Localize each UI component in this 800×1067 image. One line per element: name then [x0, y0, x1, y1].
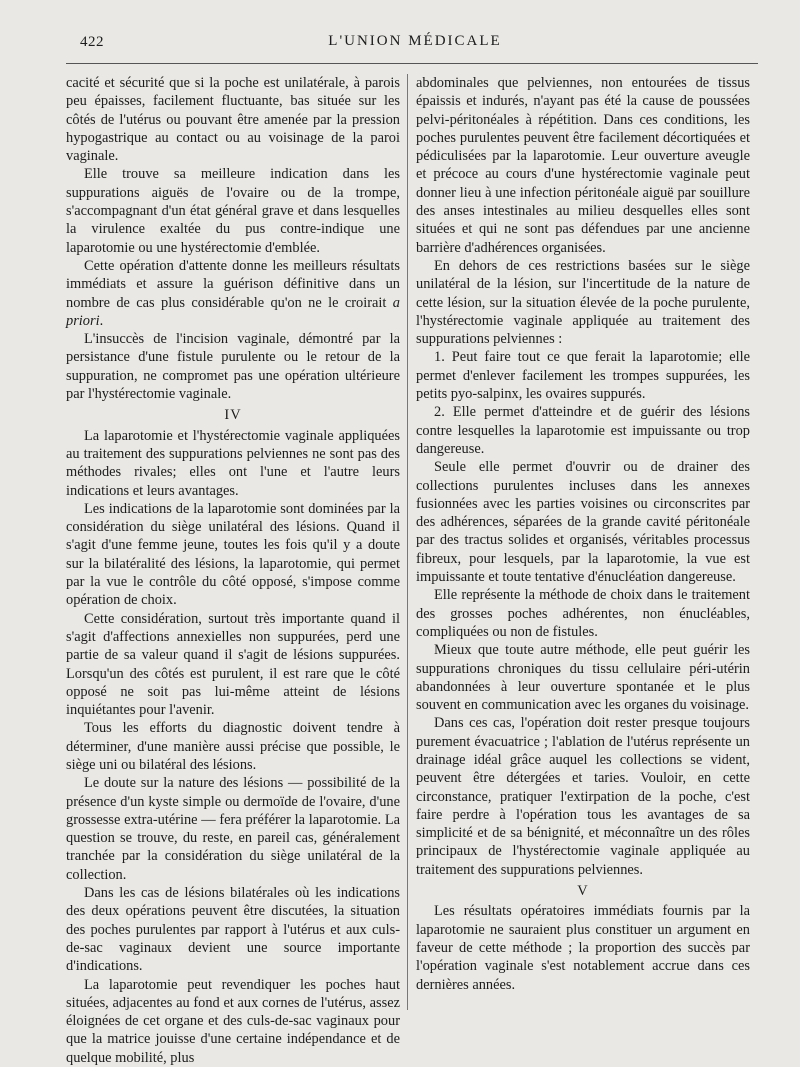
paragraph: La laparotomie peut revendiquer les poches haut situées, adjacentes au fond et aux cornes de l'utérus, assez éloignées de cet organe et des culs-de-sac vaginaux pour que la matrice jouisse d'une certaine indépendance et de quelque mobilité, plus	[66, 976, 400, 1066]
paragraph: abdominales que pelviennes, non entourées de tissus épaissis et indurés, n'ayant pas été la cause de poussées pelvi-péritonéales à répétition. Dans ces conditions, les poches purulentes peuvent être facilement décortiquées et pédiculisées par la laparotomie. Leur ouverture aveugle et précoce au cours d'une hystérectomie vaginale peut donner lieu à une infection péritonéale aiguë par souillure des anses intestinales au milieu desquelles elles sont situées et qui ne sont pas défendues par une ancienne barrière d'adhérences organisées.	[416, 75, 750, 256]
page-header	[70, 32, 760, 56]
paragraph: Dans ces cas, l'opération doit rester presque toujours purement évacuatrice ; l'ablation de l'utérus représente un drainage idéal grâce auquel les collections se vident, peuvent être détergées et taries. Vouloir, en cette circonstance, pratiquer l'extirpation de la poche, c'est faire perdre à l'opération tous les avantages de sa simplicité et de sa bénignité, et méconnaître un des rôles principaux de l'hystérectomie vaginale appliquée au traitement des suppurations pelviennes.	[416, 715, 750, 878]
right-column	[416, 74, 750, 994]
paragraph: Elle représente la méthode de choix dans le traitement des grosses poches adhérentes, non énucléables, compliquées ou non de fistules.	[416, 587, 750, 640]
emphasis-text: a priori	[66, 294, 400, 329]
journal-title: L'UNION MÉDICALE	[328, 33, 502, 49]
paragraph: L'insuccès de l'incision vaginale, démontré par la persistance d'une fistule purulente ou le retour de la suppuration, ne compromet pas une opération ultérieure par l'hystérectomie vaginale.	[66, 331, 400, 403]
paragraph-text: .	[99, 312, 104, 329]
paragraph: Seule elle permet d'ouvrir ou de drainer des collections purulentes incluses dans les annexes fusionnées avec les parties voisines ou circonscrites par des adhérences, séparées de la grande cavité péritonéale par des tractus solides et organisés, véritables processus fibreux, pour lesquels, par la laparotomie, la vue est impuissante et toute tentative d'énucléation dangereuse.	[416, 459, 750, 586]
paragraph: Mieux que toute autre méthode, elle peut guérir les suppurations chroniques du tissu cellulaire péri-utérin abandonnées à leur ouverture spontanée et le plus souvent en communication avec les organes du voisinage.	[416, 642, 750, 714]
paragraph: Cette considération, surtout très importante quand il s'agit d'affections annexielles non suppurées, perd une partie de sa valeur quand il s'agit de lésions suppurées. Lorsqu'un des côtés est purulent, il est rare que le côté opposé ne soit pas lui-même atteint de lésions inquiétantes pour l'avenir.	[66, 610, 400, 719]
column-divider	[407, 74, 408, 1010]
paragraph: En dehors de ces restrictions basées sur le siège unilatéral de la lésion, sur l'incertitude de la nature de cette lésion, sur la situation élevée de la poche purulente, l'hystérectomie vaginale appliquée au traitement des suppurations pelviennes :	[416, 257, 750, 348]
paragraph: cacité et sécurité que si la poche est unilatérale, à parois peu épaisses, facilement fluctuante, bas située sur les côtés de l'utérus ou pouvant être amenée par la pression hypogastrique au contact ou au voisinage de la paroi vaginale.	[66, 75, 400, 165]
section-heading-iv: IV	[224, 407, 242, 424]
left-column	[66, 74, 400, 1067]
paragraph: Elle trouve sa meilleure indication dans les suppurations aiguës de l'ovaire ou de la trompe, s'accompagnant d'un état général grave et dans lesquelles la virulence exaltée du pus contre-indique une laparotomie ou une hystérectomie d'emblée.	[66, 166, 400, 256]
paragraph: Les résultats opératoires immédiats fournis par la laparotomie ne sauraient plus constituer un argument en faveur de cette méthode ; la proportion des succès par l'opération vaginale s'est notablement accrue dans ces dernières années.	[416, 903, 750, 993]
paragraph-text: Cette opération d'attente donne les meilleurs résultats immédiats et assure la guérison définitive dans un nombre de cas plus considérable qu'on ne le croirait	[66, 257, 400, 311]
paragraph: La laparotomie et l'hystérectomie vaginale appliquées au traitement des suppurations pelviennes ne sont pas des méthodes rivales; elles ont l'une et l'autre leurs indications et leurs avantages.	[66, 427, 400, 499]
paragraph: 2. Elle permet d'atteindre et de guérir des lésions contre lesquelles la laparotomie est impuissante ou trop dangereuse.	[416, 404, 750, 457]
paragraph: Les indications de la laparotomie sont dominées par la considération du siège unilatéral des lésions. Quand il s'agit d'une femme jeune, toutes les fois qu'il y a doute sur la bilatéralité des lésions, la laparotomie, qui permet par la vue le contrôle du côté opposé, s'impose comme opération de choix.	[66, 500, 400, 609]
page-number: 422	[80, 34, 104, 50]
paragraph: Dans les cas de lésions bilatérales où les indications des deux opérations peuvent être discutées, la situation des poches purulentes par rapport à l'utérus et aux culs-de-sac vaginaux devient une source importante d'indications.	[66, 885, 400, 975]
header-rule	[66, 63, 758, 64]
paragraph: Le doute sur la nature des lésions — possibilité de la présence d'un kyste simple ou dermoïde de l'ovaire, d'une grossesse extra-utérine — fera préférer la laparotomie. La question se trouve, du reste, en pareil cas, généralement tranchée par la considération du siège unilatéral de la collection.	[66, 775, 400, 883]
paragraph: 1. Peut faire tout ce que ferait la laparotomie; elle permet d'enlever facilement les trompes suppurées, les petits pyo-salpinx, les ovaires suppurés.	[416, 349, 750, 403]
paragraph	[66, 257, 400, 330]
paragraph: Tous les efforts du diagnostic doivent tendre à déterminer, d'une manière aussi précise que possible, le siège uni ou bilatéral des lésions.	[66, 720, 400, 773]
section-heading-v: V	[577, 883, 589, 900]
